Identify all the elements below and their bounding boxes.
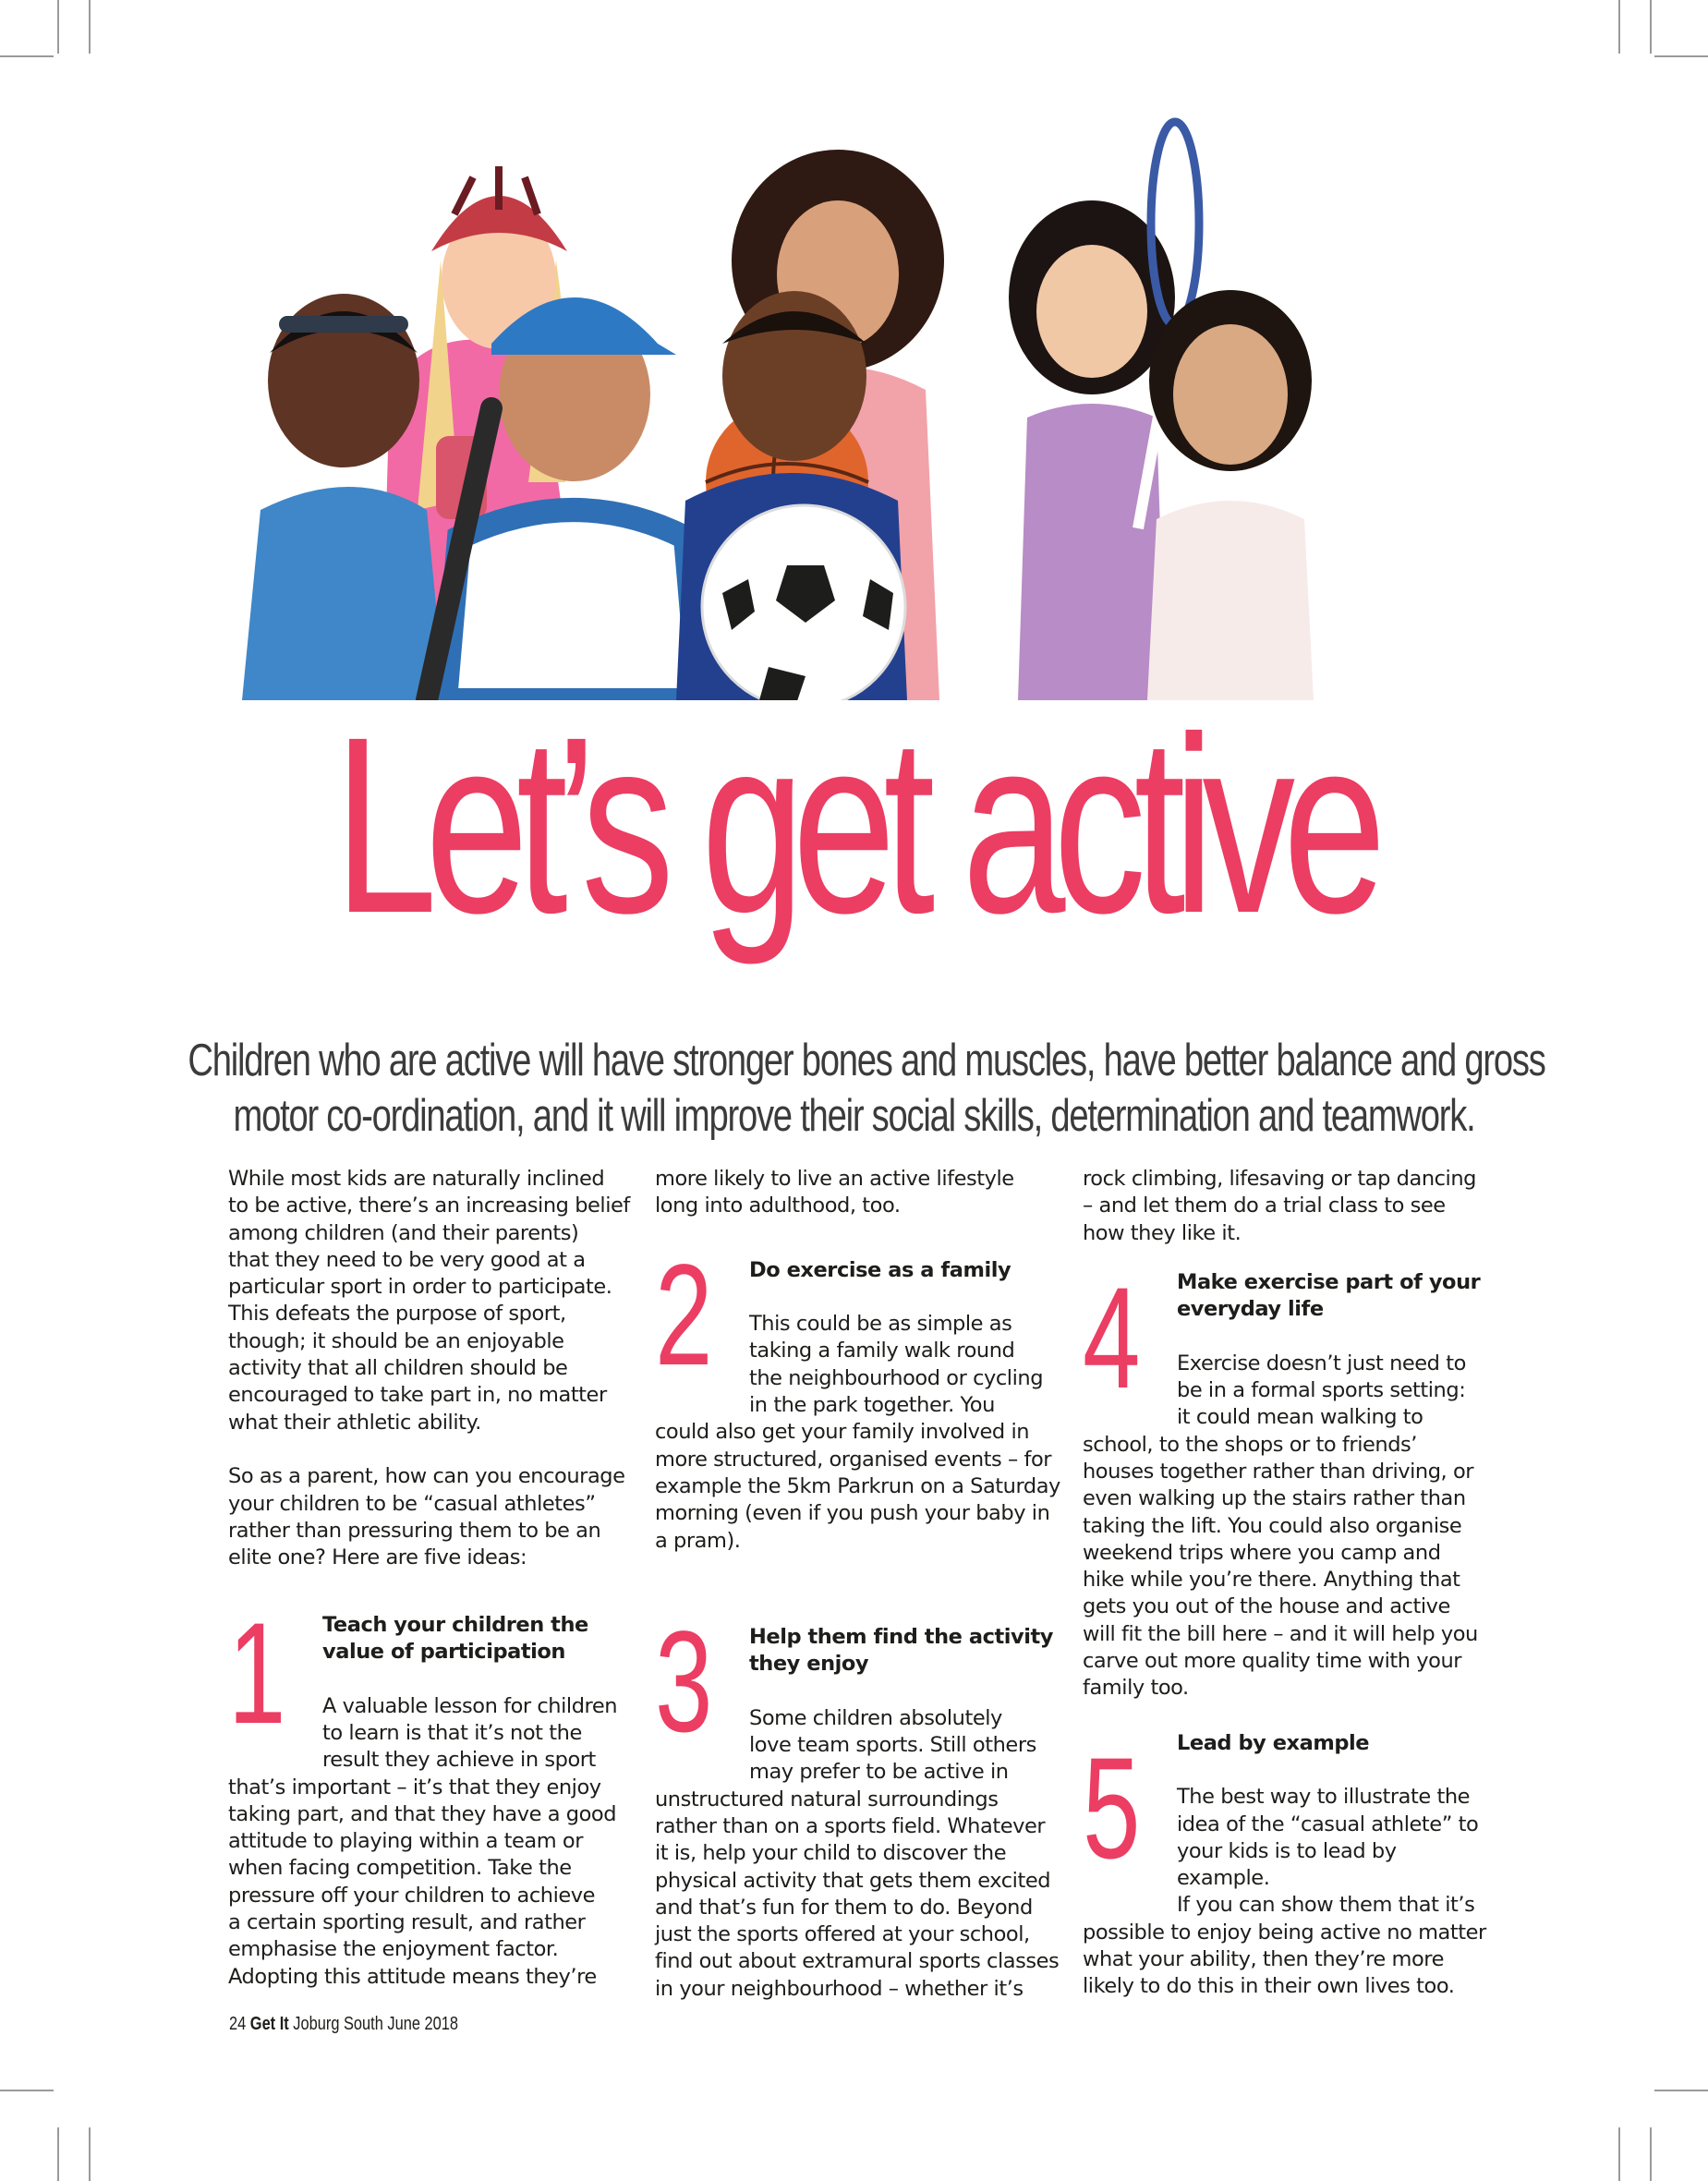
tip-5 — [1083, 1727, 1489, 2001]
edition-label: Joburg South June 2018 — [293, 2014, 459, 2034]
crop-mark — [1654, 2090, 1708, 2091]
tip-number: 3 — [655, 1601, 713, 1763]
page-number: 24 — [229, 2014, 247, 2034]
continued-paragraph: rock climbing, lifesaving or tap dancing – and let them do a trial class to see how they like it. — [1083, 1167, 1476, 1245]
tip-body: school, to the shops or to friends’ houses together rather than driving, or even walking up the stairs rather than taking the lift. You could also organise weekend trips where you camp and hike while you’re there. Anything that gets you out of the house and active will fit the bill here – and it will help you carve out more quality time with your family too. — [1083, 1432, 1478, 1701]
intro-paragraph-2: So as a parent, how can you encourage your children to be “casual athletes” rather than pressuring them to be an elite one? Here are five ideas: — [228, 1464, 625, 1570]
tip-number: 1 — [228, 1593, 286, 1754]
crop-mark — [0, 2090, 54, 2091]
standfirst-line: motor co-ordination, and it will improve their social skills, determination and teamwork. — [233, 1091, 1475, 1141]
continued-paragraph: more likely to live an active lifestyle long into adulthood, too. — [655, 1167, 1014, 1218]
crop-mark — [89, 2127, 91, 2181]
tip-3 — [655, 1601, 1061, 2003]
crop-mark — [1654, 55, 1708, 57]
crop-mark — [57, 0, 59, 54]
tip-1 — [228, 1593, 635, 1991]
intro-paragraph-1: While most kids are naturally inclined to be active, there’s an increasing belief among children (and their parents) that they need to be very good at a particular sport in order to participate. This defeats the purpose of sport, though; it should be an enjoyable activity that all children should be encouraged to take part in, no matter what their athletic ability. — [228, 1167, 630, 1435]
article-column-1 — [228, 1166, 635, 1991]
tip-number: 2 — [655, 1234, 713, 1396]
tip-heading: Lead by example — [1177, 1730, 1370, 1755]
tip-body-indented: Some children absolutely love team sports. Still others may prefer to be active in — [749, 1705, 1036, 1785]
crop-mark — [1650, 0, 1652, 54]
tip-body-indented: A valuable lesson for children to learn is that it’s not the result they achieve in sport — [322, 1693, 618, 1773]
crop-mark — [89, 0, 91, 54]
standfirst — [188, 1033, 1545, 1144]
girl-in-white-leotard — [1147, 290, 1314, 700]
tip-body: that’s important – it’s that they enjoy taking part, and that they have a good attitude to playing within a team or when facing competition. Take the pressure off your children to achieve a certain sporting result, and rather emphasise the enjoyment factor. Adopting this attitude means they’re — [228, 1775, 617, 1989]
tip-number: 5 — [1083, 1727, 1141, 1889]
publication-brand: Get It — [249, 2014, 289, 2034]
tip-body: unstructured natural surroundings rather than on a sports field. Whatever it is, help your child to discover the physical activity that gets them excited and that’s fun for them to do. Beyond just the sports offered at your school, find out about extramural sports classes in your neighbourhood – whether it’s — [655, 1787, 1060, 2001]
crop-mark — [1618, 2127, 1620, 2181]
crop-mark — [1618, 0, 1620, 54]
crop-mark — [1650, 2127, 1652, 2181]
article-column-2 — [655, 1166, 1061, 2003]
tip-2 — [655, 1234, 1061, 1555]
tip-body-indented: The best way to illustrate the idea of the “casual athlete” to your kids is to lead by example. If you can show them that it’s — [1177, 1785, 1479, 1918]
tip-body-indented: This could be as simple as taking a family walk round the neighbourhood or cycling in the park together. You — [749, 1312, 1044, 1418]
tip-body: could also get your family involved in more structured, organised events – for example the 5km Parkrun on a Saturday morning (even if you push your baby in a pram). — [655, 1420, 1060, 1553]
tip-4 — [1083, 1257, 1489, 1702]
article-column-3 — [1083, 1166, 1489, 2001]
crop-mark — [0, 55, 54, 57]
tip-heading: Teach your children the value of participation — [322, 1612, 588, 1665]
tip-body-indented: Exercise doesn’t just need to be in a formal sports setting: it could mean walking to — [1177, 1351, 1466, 1430]
tip-heading: Make exercise part of your everyday life — [1177, 1269, 1481, 1322]
tip-number: 4 — [1083, 1257, 1141, 1419]
crop-mark — [57, 2127, 59, 2181]
headline: Let’s get active — [333, 685, 1375, 965]
tip-heading: Do exercise as a family — [749, 1257, 1011, 1282]
page-footer — [229, 2014, 458, 2035]
tip-heading: Help them find the activity they enjoy — [749, 1624, 1054, 1677]
tip-body: possible to enjoy being active no matter what your ability, then they’re more likely to do this in their own lives too. — [1083, 1920, 1486, 1999]
hero-photo-children-with-sports-gear — [242, 113, 1441, 700]
standfirst-line: Children who are active will have stronger bones and muscles, have better balance and gross — [188, 1036, 1545, 1085]
